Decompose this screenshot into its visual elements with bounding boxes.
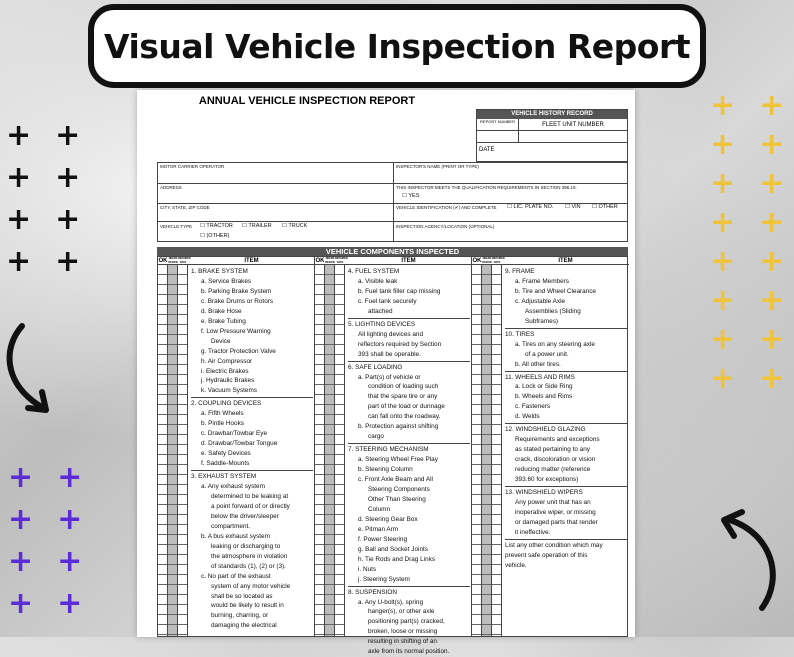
trailer-label: TRAILER: [248, 223, 272, 229]
vin-checkbox[interactable]: ☐ VIN: [565, 204, 581, 210]
inspection-item: h. Air Compressor: [201, 357, 253, 365]
plus-icon: +: [8, 586, 34, 621]
inspection-item: system of any motor vehicle: [211, 582, 291, 590]
plus-decoration-yellow: [710, 88, 784, 397]
inspection-item: a. Part(s) of vehicle or: [358, 373, 421, 381]
vehicle-type-label: VEHICLE TYPE: [160, 224, 193, 229]
inspection-item: Subframes): [525, 317, 559, 325]
needs-repair-header: NEEDS REPAIR: [482, 257, 492, 264]
tractor-label: TRACTOR: [206, 223, 233, 229]
inspection-item: b. Wheels and Rims: [515, 393, 573, 401]
form-title: ANNUAL VEHICLE INSPECTION REPORT: [198, 95, 416, 107]
other-type-label: (OTHER): [206, 233, 230, 239]
inspection-item: as stated pertaining to any: [515, 446, 590, 454]
inspection-item: damaging the electrical: [211, 622, 277, 630]
inspection-item: 4. FUEL SYSTEM: [348, 268, 400, 275]
plus-icon: +: [6, 244, 32, 279]
inspection-item: a. Any exhaust system: [201, 483, 265, 491]
inspection-form-page: [137, 90, 635, 656]
inspection-item: d. Steering Gear Box: [358, 515, 418, 523]
inspection-item: List any other condition which may: [505, 541, 603, 549]
plus-icon: +: [55, 160, 81, 195]
plus-icon: +: [759, 127, 785, 162]
inspection-item: 11. WHEELS AND RIMS: [505, 373, 575, 381]
plus-icon: +: [8, 544, 34, 579]
ok-header: OK: [472, 258, 482, 264]
inspection-item: j. Steering System: [358, 575, 410, 583]
inspection-item: shall be so located as: [211, 592, 273, 600]
plus-icon: +: [55, 118, 81, 153]
city-state-zip-field[interactable]: CITY, STATE, ZIP CODE: [160, 205, 210, 210]
inspection-item: broken, loose or missing: [368, 628, 438, 636]
inspection-item: e. Pitman Arm: [358, 525, 399, 533]
inspection-item: inoperative wiper, or missing: [515, 508, 596, 516]
inspection-item: c. No part of the exhaust: [201, 572, 271, 580]
inspection-item: of standards (1), (2) or (3).: [211, 562, 286, 570]
item-header: ITEM: [345, 257, 472, 265]
inspection-item: e. Safety Devices: [201, 450, 251, 458]
inspection-item: a. Tires on any steering axle: [515, 340, 595, 348]
truck-checkbox[interactable]: ☐ TRUCK: [282, 223, 308, 229]
plus-icon: +: [759, 88, 785, 123]
inspection-item: or damaged parts that render: [515, 518, 598, 526]
inspection-item: a. Lock or Side Ring: [515, 383, 573, 391]
inspection-item: reflectors required by Section: [358, 340, 442, 348]
vin-label: VIN: [571, 204, 581, 210]
inspection-item: it ineffective.: [515, 528, 551, 536]
inspection-item: d. Brake Hose: [201, 307, 242, 315]
inspection-item: b. Steering Column: [358, 466, 413, 474]
needs-repair-header: NEEDS REPAIR: [325, 257, 335, 264]
inspection-item: b. A bus exhaust system: [201, 532, 270, 540]
inspection-item: Steering Components: [368, 486, 430, 494]
qualification-label: THIS INSPECTOR MEETS THE QUALIFICATION REQUIREMENTS IN SECTION 396.19.: [396, 185, 577, 190]
plus-icon: +: [759, 205, 785, 240]
inspection-item: b. All other tires.: [515, 360, 561, 368]
plus-icon: +: [759, 283, 785, 318]
vehicle-history-box: [476, 109, 628, 162]
plus-icon: +: [6, 118, 32, 153]
plus-decoration-purple: [8, 460, 82, 622]
inspection-item: j. Hydraulic Brakes: [201, 377, 255, 385]
components-header: VEHICLE COMPONENTS INSPECTED: [157, 247, 628, 256]
plus-icon: +: [710, 322, 736, 357]
plus-icon: +: [55, 244, 81, 279]
inspection-item: All lighting devices and: [358, 330, 424, 338]
inspection-item: 9. FRAME: [505, 268, 535, 275]
qualification-yes-checkbox[interactable]: ☐ YES: [402, 193, 420, 199]
plus-icon: +: [710, 166, 736, 201]
plus-icon: +: [6, 202, 32, 237]
item-header: ITEM: [502, 257, 629, 265]
inspection-item: c. Fuel tank securely: [358, 297, 417, 305]
banner-title-box: [88, 4, 706, 88]
inspection-item: 7. STEERING MECHANISM: [348, 446, 429, 454]
inspection-item: 3. EXHAUST SYSTEM: [191, 473, 257, 481]
inspection-item: c. Adjustable Axle: [515, 297, 566, 305]
inspection-agency-field[interactable]: INSPECTION AGENCY/LOCATION (OPTIONAL): [396, 224, 495, 229]
inspection-item: can fall onto the roadway.: [368, 413, 441, 421]
inspection-item: of a power unit.: [525, 350, 569, 358]
inspection-item: burning, charring, or: [211, 612, 269, 620]
inspection-item: cargo: [368, 433, 384, 441]
repaired-date-header: REPAIRED DATE: [335, 257, 348, 264]
ok-header: OK: [158, 258, 168, 264]
plus-decoration-black: [6, 118, 80, 280]
plus-icon: +: [57, 544, 83, 579]
vehicle-id-label: VEHICLE IDENTIFICATION (✔) AND COMPLETE: [396, 205, 497, 210]
inspection-item: 393.60 for exceptions): [515, 476, 579, 484]
inspection-item: Other Than Steering: [368, 495, 426, 503]
inspection-item: a. Fifth Wheels: [201, 410, 244, 418]
motor-carrier-field[interactable]: MOTOR CARRIER OPERATOR: [160, 164, 225, 169]
inspection-item: 2. COUPLING DEVICES: [191, 400, 262, 408]
item-list: [191, 267, 313, 631]
inspection-item: Assemblies (Sliding: [525, 307, 581, 315]
plus-icon: +: [759, 361, 785, 396]
other-checkbox[interactable]: ☐ OTHER: [592, 204, 618, 210]
form-info-grid: [157, 162, 628, 242]
inspection-item: f. Saddle-Mounts: [201, 460, 250, 468]
lic-plate-label: LIC. PLATE NO.: [513, 204, 554, 210]
inspection-item: prevent safe operation of this: [505, 551, 588, 559]
inspection-item: below the driver/sleeper: [211, 512, 279, 520]
inspection-item: 6. SAFE LOADING: [348, 363, 403, 371]
ok-checkbox-column[interactable]: [472, 265, 482, 636]
inspection-item: d. Drawbar/Towbar Tongue: [201, 440, 278, 448]
inspection-item: 13. WINDSHIELD WIPERS: [505, 489, 583, 497]
ok-header: OK: [315, 258, 325, 264]
inspection-item: 1. BRAKE SYSTEM: [191, 268, 248, 275]
inspection-item: Column: [368, 505, 391, 513]
inspection-item: Device: [211, 337, 231, 345]
inspection-item: axle from its normal position.: [368, 648, 450, 656]
vehicle-history-header: VEHICLE HISTORY RECORD: [477, 110, 627, 119]
plus-icon: +: [759, 166, 785, 201]
plus-icon: +: [759, 244, 785, 279]
address-field[interactable]: ADDRESS: [160, 185, 182, 190]
plus-icon: +: [710, 244, 736, 279]
plus-icon: +: [759, 322, 785, 357]
needs-repair-header: NEEDS REPAIR: [168, 257, 178, 264]
item-list: [505, 267, 627, 571]
inspection-item: b. Fuel tank filler cap missing: [358, 287, 441, 295]
inspection-item: f. Power Steering: [358, 535, 408, 543]
inspection-item: compartment.: [211, 522, 251, 530]
lic-plate-checkbox[interactable]: ☐ LIC. PLATE NO.: [507, 204, 554, 210]
inspection-item: that the spare tire or any: [368, 393, 438, 401]
inspection-item: 8. SUSPENSION: [348, 588, 398, 596]
plus-icon: +: [710, 127, 736, 162]
plus-icon: +: [57, 502, 83, 537]
fleet-unit-label: FLEET UNIT NUMBER: [542, 122, 604, 128]
plus-icon: +: [710, 205, 736, 240]
inspection-item: a point forward of or directly: [211, 502, 290, 510]
plus-icon: +: [57, 586, 83, 621]
inspection-item: c. Drawbar/Towbar Eye: [201, 430, 268, 438]
qualification-yes-label: YES: [408, 193, 420, 199]
repaired-date-header: REPAIRED DATE: [492, 257, 505, 264]
inspection-item: c. Brake Drums or Rotors: [201, 297, 274, 305]
inspection-item: positioning part(s) cracked,: [368, 618, 445, 626]
inspection-item: d. Welds: [515, 413, 540, 421]
truck-label: TRUCK: [288, 223, 308, 229]
inspection-item: determined to be leaking at: [211, 492, 289, 500]
date-field[interactable]: DATE: [479, 147, 495, 153]
other-type-checkbox[interactable]: ☐ (OTHER): [200, 233, 230, 239]
inspection-item: b. Parking Brake System: [201, 287, 272, 295]
banner-title: Visual Vehicle Inspection Report: [104, 26, 690, 66]
plus-icon: +: [8, 460, 34, 495]
inspection-item: vehicle.: [505, 561, 527, 569]
plus-icon: +: [57, 460, 83, 495]
inspection-item: attached: [368, 307, 393, 315]
inspection-item: 12. WINDSHIELD GLAZING: [505, 426, 586, 434]
inspection-item: Requirements and exceptions: [515, 436, 600, 444]
item-header: ITEM: [188, 257, 315, 265]
inspection-item: a. Service Brakes: [201, 277, 252, 285]
inspection-item: leaking or discharging to: [211, 542, 281, 550]
inspection-item: a. Any U-bolt(s), spring: [358, 598, 423, 606]
inspection-item: a. Visible leak: [358, 277, 398, 285]
inspection-item: 10. TIRES: [505, 330, 535, 338]
inspection-item: g. Tractor Protection Valve: [201, 347, 276, 355]
inspection-item: a. Frame Members: [515, 277, 569, 285]
inspection-item: b. Pintle Hooks: [201, 420, 244, 428]
inspection-item: resulting in shifting of an: [368, 638, 437, 646]
curved-arrow-down-icon: [0, 322, 56, 418]
inspection-item: g. Ball and Socket Joints: [358, 545, 428, 553]
inspection-item: would be likely to result in: [211, 602, 284, 610]
inspector-name-field[interactable]: INSPECTOR'S NAME (PRINT OR TYPE): [396, 164, 479, 169]
plus-icon: +: [8, 502, 34, 537]
inspection-item: a. Steering Wheel Free Play: [358, 456, 438, 464]
plus-icon: +: [710, 361, 736, 396]
plus-icon: +: [6, 160, 32, 195]
inspection-item: e. Brake Tubing: [201, 317, 246, 325]
inspection-item: crack, discoloration or vision: [515, 456, 596, 464]
inspection-item: i. Electric Brakes: [201, 367, 249, 375]
plus-icon: +: [55, 202, 81, 237]
plus-icon: +: [710, 283, 736, 318]
inspection-item: c. Front Axle Beam and All: [358, 476, 433, 484]
inspection-item: the atmosphere in violation: [211, 552, 288, 560]
inspection-item: h. Tie Rods and Drag Links: [358, 555, 436, 563]
inspection-item: c. Fasteners: [515, 403, 551, 411]
trailer-checkbox[interactable]: ☐ TRAILER: [242, 223, 272, 229]
inspection-item: k. Vacuum Systems: [201, 387, 257, 395]
inspection-item: b. Protection against shifting: [358, 423, 439, 431]
inspection-item: part of the load or dunnage: [368, 403, 445, 411]
repaired-date-column[interactable]: [492, 265, 502, 636]
inspection-item: 5. LIGHTING DEVICES: [348, 320, 416, 328]
report-number-label: REPORT NUMBER: [477, 119, 519, 130]
plus-icon: +: [710, 88, 736, 123]
curved-arrow-up-icon: [712, 508, 782, 613]
inspection-item: b. Tire and Wheel Clearance: [515, 287, 596, 295]
tractor-checkbox[interactable]: ☐ TRACTOR: [200, 223, 233, 229]
inspection-item: condition of loading such: [368, 383, 439, 391]
components-table: [157, 256, 628, 656]
inspection-item: 393 shall be operable.: [358, 350, 421, 358]
inspection-item: f. Low Pressure Warning: [201, 327, 271, 335]
item-list: [348, 267, 470, 657]
inspection-item: Any power unit that has an: [515, 498, 591, 506]
needs-repair-column[interactable]: [482, 265, 492, 636]
inspection-item: reducing matter (reference: [515, 466, 591, 474]
inspection-item: hanger(s), or other axle: [368, 608, 435, 616]
repaired-date-header: REPAIRED DATE: [178, 257, 191, 264]
inspection-item: i. Nuts: [358, 565, 377, 573]
other-label: OTHER: [598, 204, 618, 210]
